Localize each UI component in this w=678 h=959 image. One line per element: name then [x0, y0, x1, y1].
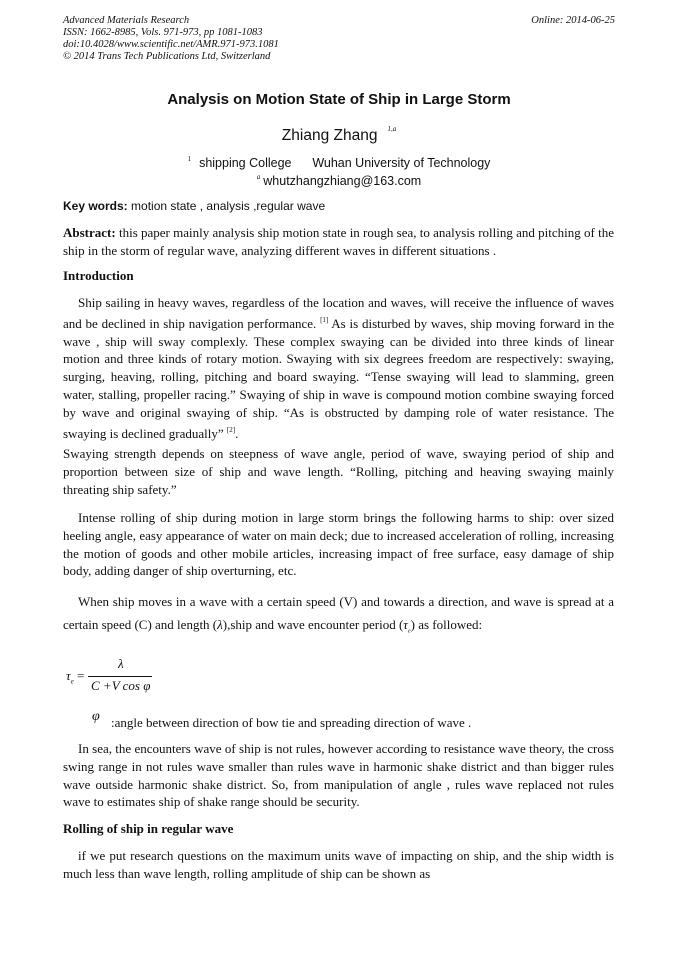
formula-numerator: λ [118, 656, 124, 671]
email-superscript: a [256, 173, 261, 181]
abstract-text: this paper mainly analysis ship motion state in rough sea, to analysis rolling and pitching of the ship in the storm of regular wave, analyzing different waves in different situations . [63, 225, 614, 258]
abstract [63, 224, 614, 260]
keywords [63, 199, 325, 213]
journal-name: Advanced Materials Research [63, 15, 190, 26]
rolling-paragraph-1: if we put research questions on the maximum units wave of impacting on ship, and the ship width is much less than wave length, rolling amplitude of ship can be shown as [63, 848, 614, 881]
formula-denominator: C +V cos φ [91, 678, 151, 693]
intro-p1-part-b: As is disturbed by waves, ship moving forward in the wave , ship will sway complexly. These complex swaying can be divided into three kinds of linear motion and three kinds of rotary motion. Swaying with six degrees freedom are respectively: swaying, surging, heaving, rolling, pitching and board swaying. “Tense swaying will lead to slamming, green water, stalling, propeller racing.” Swaying of ship in wave is compound motion combine swaying forced by wave and original swaying of ship. “As is obstructed by damping role of water resistance. The swaying is declined gradually” [63, 315, 614, 441]
intro-paragraph-1 [63, 294, 614, 442]
citation-2: [2] [226, 425, 236, 434]
intro-p1-part-a: Ship sailing in heavy waves, regardless of the location and waves, will receive the influence of waves and be declined in ship navigation performance. [63, 295, 614, 331]
intro-p4-part-a: When ship moves in a wave with a certain speed (V) and towards a direction, and wave is spread at a certain speed (C) and length ( [63, 594, 614, 632]
intro-p1-part-c: . [235, 425, 239, 441]
author-email: whutzhangzhiang@163.com [263, 174, 422, 188]
email-line [0, 173, 678, 188]
author-name: Zhiang Zhang [281, 127, 378, 144]
author-line [0, 125, 678, 145]
intro-p4-part-b: ),ship and wave encounter period ( [222, 617, 404, 632]
formula-lhs: $\tau_e$ = [66, 668, 85, 686]
keywords-text: motion state , analysis ,regular wave [127, 199, 326, 213]
affiliation-superscript: 1 [187, 155, 192, 163]
intro-paragraph-4 [63, 590, 614, 644]
intro-paragraph-3: Intense rolling of ship during motion in large storm brings the following harms to ship: over sized heeling angle, easy appearance of water on main deck; due to increased acceleration of rolling, increasing the motion of goods and other mobile articles, increasing impact of free surface, easy damage of ship body, adding danger of ship overturning, etc. [63, 510, 614, 579]
rolling-heading: Rolling of ship in regular wave [63, 821, 234, 836]
citation-1: [1] [320, 315, 329, 324]
intro-paragraph-2: Swaying strength depends on steepness of wave angle, period of wave, swaying period of ship and proportion between size of ship and wave length. “Rolling, pitching and heaving swaying mainly threating ship safety.” [63, 446, 614, 497]
issn-line: ISSN: 1662-8985, Vols. 971-973, pp 1081-1083 [63, 27, 263, 38]
author-superscript: 1,a [387, 125, 397, 133]
phi-definition: :angle between direction of bow tie and spreading direction of wave . [111, 715, 472, 730]
intro-paragraph-5: In sea, the encounters wave of ship is not rules, however according to resistance wave theory, the cross swing range in not rules wave smaller than rules wave in harmonic shake district and than bigger rules wave outside harmonic shake district. So, from manipulation of angle , rules wave replaced not rules wave to estimates ship of shake range should be security. [63, 741, 614, 810]
affiliation-text: shipping College Wuhan University of Technology [199, 156, 491, 170]
journal-header [63, 15, 615, 63]
keywords-label: Key words: [63, 199, 128, 213]
tau-symbol: $\tau_e$ [403, 617, 411, 635]
abstract-label: Abstract: [63, 225, 116, 240]
encounter-period-formula [66, 656, 196, 696]
paper-title: Analysis on Motion State of Ship in Large Storm [167, 91, 511, 108]
affiliation-line [0, 155, 678, 170]
fraction-bar [88, 676, 152, 677]
lambda-symbol: λ [217, 617, 223, 632]
phi-symbol: φ [92, 709, 100, 724]
introduction-heading: Introduction [63, 268, 134, 283]
copyright-line: © 2014 Trans Tech Publications Ltd, Switzerland [63, 51, 271, 62]
intro-p4-part-c: ) as followed: [410, 617, 483, 632]
doi-line: doi:10.4028/www.scientific.net/AMR.971-973.1081 [63, 39, 279, 50]
online-date: Online: 2014-06-25 [531, 15, 615, 26]
